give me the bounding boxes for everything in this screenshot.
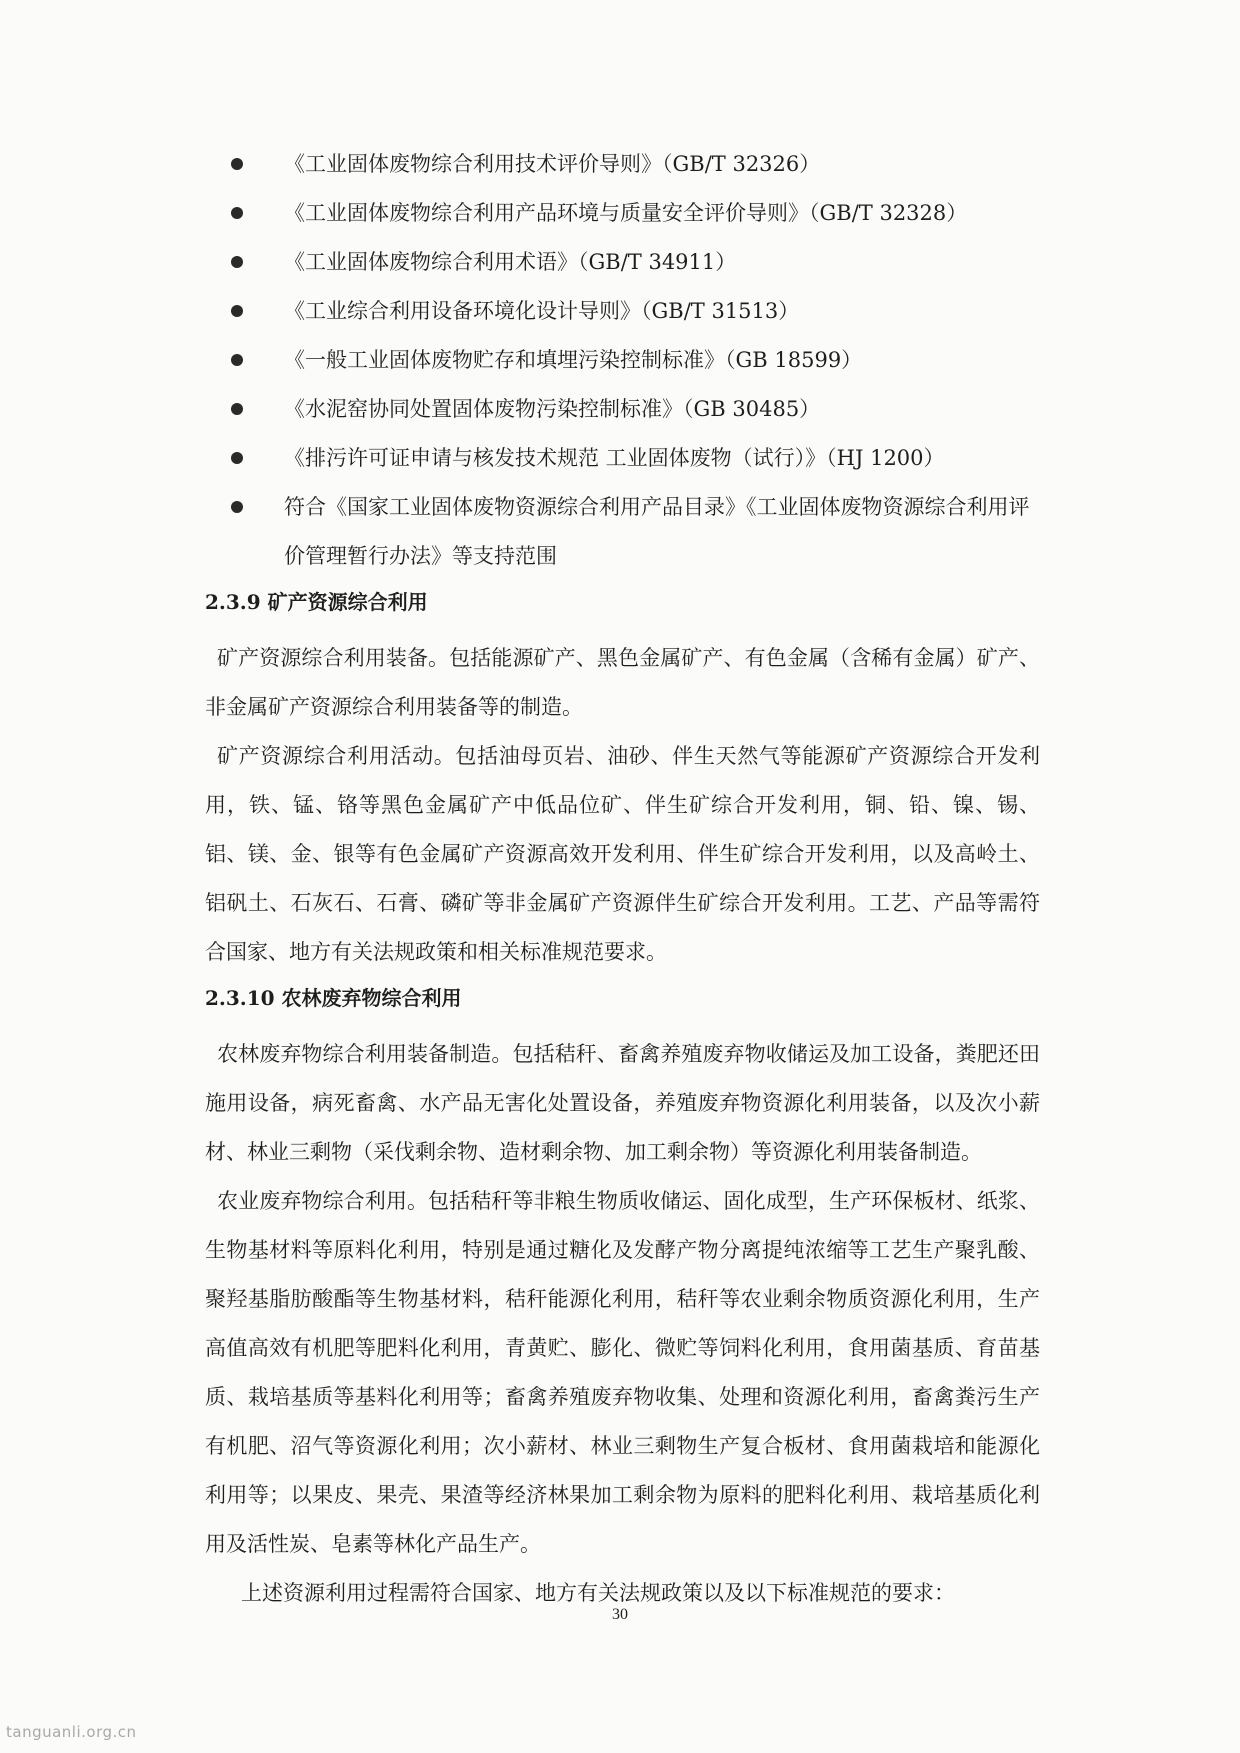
list-item-text: 《水泥窑协同处置固体废物污染控制标准》（GB 30485） (284, 397, 821, 421)
standards-bullet-list (0, 140, 1240, 581)
section-2-3-9 (0, 584, 1240, 977)
list-item (0, 238, 1240, 287)
watermark: tanguanli.org.cn (6, 1723, 137, 1741)
section-heading: 2.3.10 农林废弃物综合利用 (205, 986, 462, 1010)
list-item-text: 符合《国家工业固体废物资源综合利用产品目录》《工业固体废物资源综合利用评价管理暂行办法》等支持范围 (284, 495, 1030, 568)
list-item (0, 287, 1240, 336)
bullet-icon (231, 256, 243, 268)
list-item (0, 483, 1240, 581)
section-heading: 2.3.9 矿产资源综合利用 (205, 590, 428, 614)
bullet-icon (231, 207, 243, 219)
bullet-icon (231, 403, 243, 415)
list-item-text: 《排污许可证申请与核发技术规范 工业固体废物（试行）》（HJ 1200） (284, 446, 945, 470)
paragraph: 矿产资源综合利用活动。包括油母页岩、油砂、伴生天然气等能源矿产资源综合开发利用，铁、锰、铬等黑色金属矿产中低品位矿、伴生矿综合开发利用，铜、铅、镍、锡、铝、镁、金、银等有色金属矿产资源高效开发利用、伴生矿综合开发利用，以及高岭土、铝矾土、石灰石、石膏、磷矿等非金属矿产资源伴生矿综合开发利用。工艺、产品等需符合国家、地方有关法规政策和相关标准规范要求。 (205, 744, 1040, 964)
page-number: 30 (612, 1606, 628, 1623)
paragraph: 农林废弃物综合利用装备制造。包括秸秆、畜禽养殖废弃物收储运及加工设备，粪肥还田施用设备，病死畜禽、水产品无害化处置设备，养殖废弃物资源化利用装备，以及次小薪材、林业三剩物（采伐剩余物、造材剩余物、加工剩余物）等资源化利用装备制造。 (205, 1042, 1040, 1164)
list-item-text: 《工业固体废物综合利用术语》（GB/T 34911） (284, 250, 737, 274)
list-item (0, 434, 1240, 483)
bullet-icon (231, 305, 243, 317)
bullet-icon (231, 158, 243, 170)
bullet-icon (231, 354, 243, 366)
section-2-3-10 (0, 980, 1240, 1618)
list-item-text: 《一般工业固体废物贮存和填埋污染控制标准》（GB 18599） (284, 348, 863, 372)
list-item (0, 140, 1240, 189)
list-item-text: 《工业综合利用设备环境化设计导则》（GB/T 31513） (284, 299, 800, 323)
list-item (0, 189, 1240, 238)
paragraph: 农业废弃物综合利用。包括秸秆等非粮生物质收储运、固化成型，生产环保板材、纸浆、生物基材料等原料化利用，特别是通过糖化及发酵产物分离提纯浓缩等工艺生产聚乳酸、聚羟基脂肪酸酯等生物基材料，秸秆能源化利用，秸秆等农业剩余物质资源化利用，生产高值高效有机肥等肥料化利用，青黄贮、膨化、微贮等饲料化利用，食用菌基质、育苗基质、栽培基质等基料化利用等；畜禽养殖废弃物收集、处理和资源化利用，畜禽粪污生产有机肥、沼气等资源化利用；次小薪材、林业三剩物生产复合板材、食用菌栽培和能源化利用等；以果皮、果壳、果渣等经济林果加工剩余物为原料的肥料化利用、栽培基质化利用及活性炭、皂素等林化产品生产。 (205, 1189, 1040, 1556)
bullet-icon (231, 501, 243, 513)
list-item (0, 336, 1240, 385)
paragraph: 上述资源利用过程需符合国家、地方有关法规政策以及以下标准规范的要求： (241, 1581, 955, 1605)
list-item-text: 《工业固体废物综合利用产品环境与质量安全评价导则》（GB/T 32328） (284, 201, 968, 225)
paragraph: 矿产资源综合利用装备。包括能源矿产、黑色金属矿产、有色金属（含稀有金属）矿产、非金属矿产资源综合利用装备等的制造。 (205, 646, 1040, 719)
list-item-text: 《工业固体废物综合利用技术评价导则》（GB/T 32326） (284, 152, 821, 176)
bullet-icon (231, 452, 243, 464)
list-item (0, 385, 1240, 434)
